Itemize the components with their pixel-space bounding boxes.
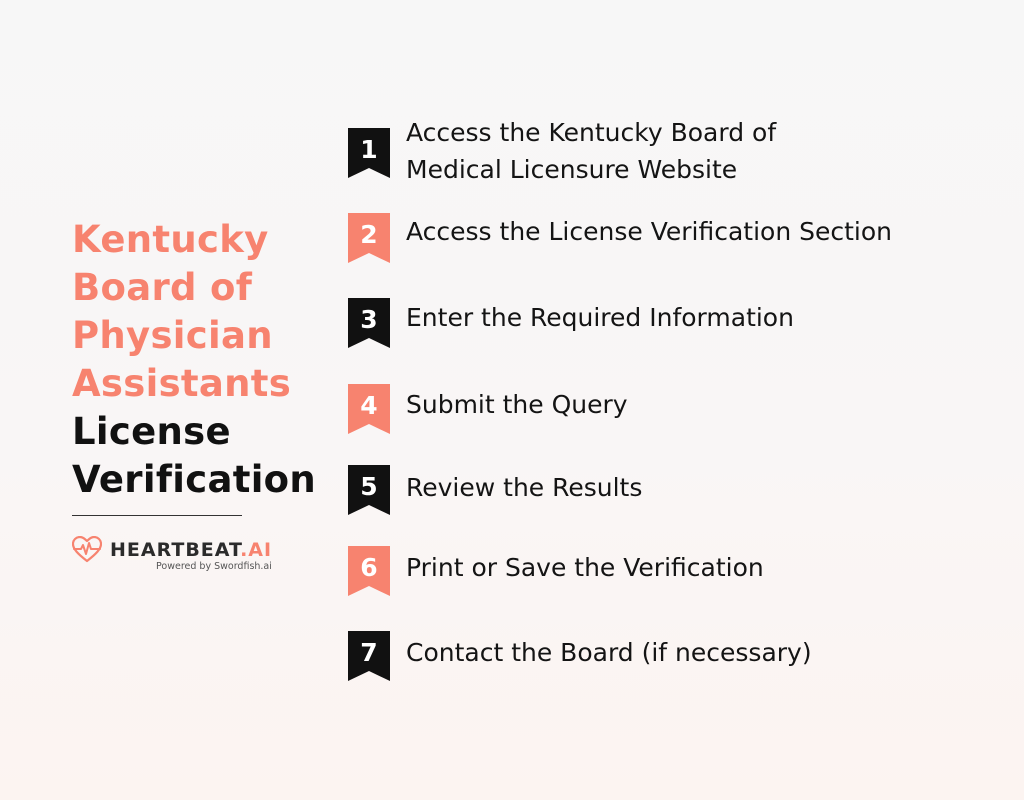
heart-pulse-icon bbox=[72, 536, 102, 564]
step-text-line: Access the Kentucky Board of bbox=[406, 118, 777, 147]
step-text-line: Access the License Verification Section bbox=[406, 217, 892, 246]
brand-main: HEARTBEAT bbox=[110, 539, 241, 561]
step-number: 1 bbox=[360, 135, 378, 164]
step-number: 4 bbox=[360, 391, 378, 420]
title-block bbox=[72, 216, 332, 504]
step-number-badge bbox=[348, 631, 390, 681]
step-text-line: Medical Licensure Website bbox=[406, 155, 738, 184]
title-line: Verification bbox=[72, 458, 317, 501]
brand-logo bbox=[72, 536, 292, 576]
step-number-badge bbox=[348, 128, 390, 178]
step-text-line: Submit the Query bbox=[406, 390, 628, 419]
step-number: 5 bbox=[360, 472, 378, 501]
divider bbox=[72, 515, 242, 516]
title-line: Physician bbox=[72, 314, 273, 357]
step-text-line: Contact the Board (if necessary) bbox=[406, 638, 812, 667]
step-number: 2 bbox=[360, 220, 378, 249]
title-line: Assistants bbox=[72, 362, 292, 405]
title-line: Board of bbox=[72, 266, 253, 309]
step-number-badge bbox=[348, 298, 390, 348]
brand-tagline: Powered by Swordfish.ai bbox=[156, 561, 272, 572]
step-number-badge bbox=[348, 546, 390, 596]
step-number-badge bbox=[348, 465, 390, 515]
brand-suffix: .AI bbox=[240, 539, 273, 561]
step-number-badge bbox=[348, 213, 390, 263]
step-number: 7 bbox=[360, 638, 378, 667]
title-line: Kentucky bbox=[72, 218, 269, 261]
step-text-line: Print or Save the Verification bbox=[406, 553, 764, 582]
title-line: License bbox=[72, 410, 231, 453]
step-number-badge bbox=[348, 384, 390, 434]
step-number: 6 bbox=[360, 553, 378, 582]
step-text-line: Review the Results bbox=[406, 473, 643, 502]
step-text-line: Enter the Required Information bbox=[406, 303, 794, 332]
step-number: 3 bbox=[360, 305, 378, 334]
brand-wordmark bbox=[110, 539, 272, 561]
